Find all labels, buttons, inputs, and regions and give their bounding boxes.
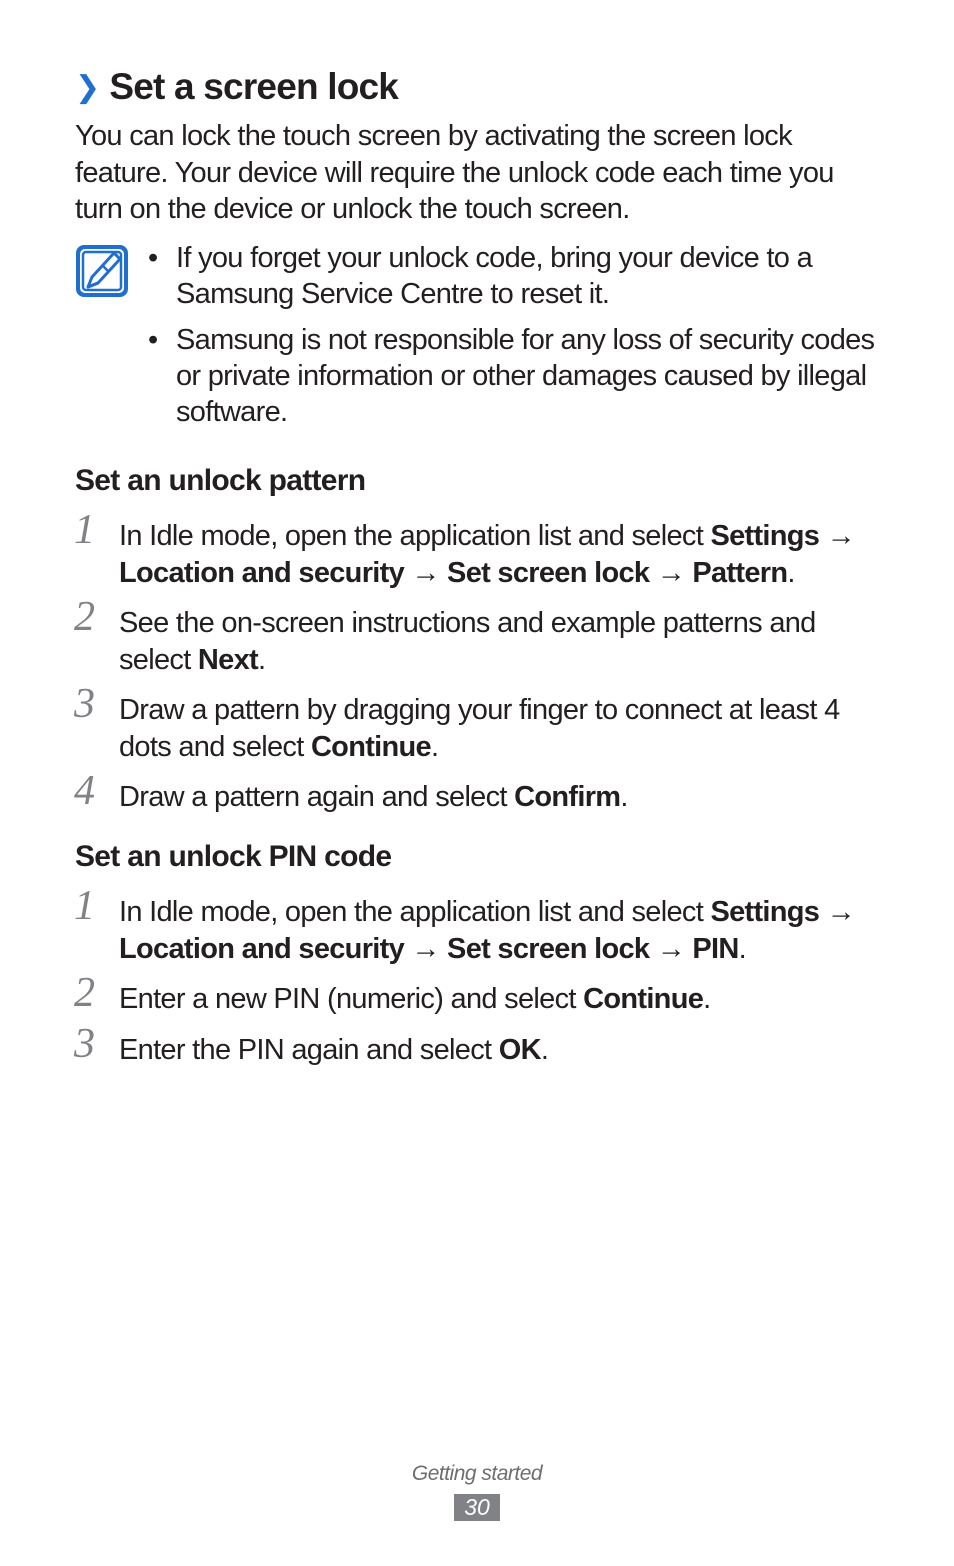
pin-steps <box>0 883 954 1068</box>
step-number: 1 <box>74 507 95 553</box>
step-item: 3 Enter the PIN again and select OK. <box>74 1020 549 1067</box>
note-bullet-list <box>148 240 878 440</box>
menu-path-pattern: Pattern <box>692 556 788 589</box>
pattern-heading: Set an unlock pattern <box>75 464 366 497</box>
step-number: 3 <box>74 681 95 727</box>
footer-chapter-label: Getting started <box>411 1462 543 1485</box>
step-number: 2 <box>74 970 95 1016</box>
step-number: 2 <box>74 594 95 640</box>
label-next: Next <box>197 643 258 676</box>
menu-path-settings: Settings <box>710 896 820 928</box>
step-item: 1 In Idle mode, open the application list and select Settings → Location and security → Set screen lock → Pattern. <box>74 507 855 589</box>
note-bullet: • Samsung is not responsible for any loss of security codes or private information or other damages caused by illegal software. <box>148 322 878 430</box>
menu-path-settings: Settings <box>710 520 820 552</box>
label-confirm: Confirm <box>514 781 621 813</box>
step-number: 3 <box>74 1020 95 1067</box>
note-bullet: • If you forget your unlock code, bring your device to a Samsung Service Centre to reset it. <box>148 240 878 312</box>
step-number: 4 <box>74 768 95 814</box>
chevron-right-icon: ❯ <box>75 70 100 104</box>
section-title-text: Set a screen lock <box>109 66 399 107</box>
step-item: 2 Enter a new PIN (numeric) and select Continue. <box>74 970 711 1016</box>
label-continue: Continue <box>310 730 431 763</box>
page-number: 30 <box>454 1494 500 1521</box>
menu-path-location-security: Location and security <box>119 932 405 965</box>
label-continue: Continue <box>583 983 704 1015</box>
pattern-steps <box>0 507 954 816</box>
menu-path-location-security: Location and security <box>119 556 405 589</box>
note-pencil-icon <box>74 243 130 299</box>
step-item: 3 Draw a pattern by dragging your finger to connect at least 4 dots and select Continue. <box>74 681 840 763</box>
menu-path-set-screen-lock: Set screen lock <box>447 932 650 965</box>
label-ok: OK <box>498 1033 541 1066</box>
step-item: 2 See the on-screen instructions and example patterns and select Next. <box>74 594 816 676</box>
step-number: 1 <box>74 883 95 929</box>
pin-heading: Set an unlock PIN code <box>75 840 392 873</box>
step-item: 1 In Idle mode, open the application list and select Settings → Location and security → Set screen lock → PIN. <box>74 883 855 965</box>
intro-paragraph: You can lock the touch screen by activating the screen lock feature. Your device will require the unlock code each time you turn on the device or unlock the touch screen. <box>75 120 834 225</box>
menu-path-pin: PIN <box>692 932 739 965</box>
section-title <box>75 66 398 108</box>
menu-path-set-screen-lock: Set screen lock <box>447 556 650 589</box>
step-item: 4 Draw a pattern again and select Confirm. <box>74 768 628 814</box>
